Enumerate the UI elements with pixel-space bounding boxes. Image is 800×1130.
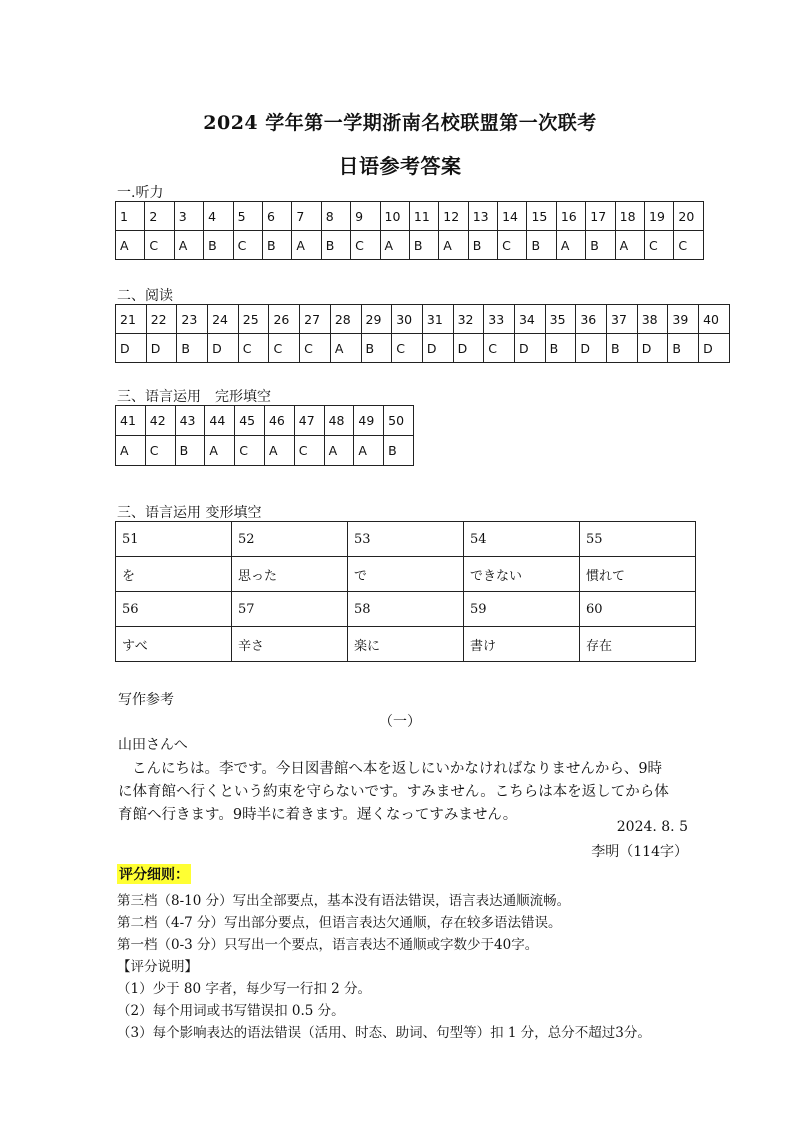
table-cell: B	[545, 334, 576, 363]
scoring-note: （3）每个影响表达的语法错误（活用、时态、助词、句型等）扣 1 分，总分不超过3分。	[117, 1025, 651, 1041]
table-cell: 54	[464, 522, 580, 557]
table-cell: C	[238, 334, 269, 363]
table-cell: A	[380, 231, 409, 260]
table-cell: C	[645, 231, 674, 260]
table-row	[116, 557, 696, 592]
table-cell: 9	[351, 202, 380, 231]
table-cell: 13	[468, 202, 497, 231]
table-cell: 2	[145, 202, 174, 231]
table-cell: 慣れて	[580, 557, 696, 592]
table-cell: 43	[175, 406, 205, 436]
table-cell: 51	[116, 522, 232, 557]
table-cell: 28	[330, 305, 361, 334]
table-cell: C	[498, 231, 527, 260]
table-cell: 30	[392, 305, 423, 334]
table-cell: B	[527, 231, 556, 260]
scoring-note: （1）少于 80 字者，每少写一行扣 2 分。	[117, 981, 372, 997]
table-cell: C	[233, 231, 262, 260]
table-cell: 3	[174, 202, 203, 231]
table-cell: A	[174, 231, 203, 260]
table-cell: D	[699, 334, 730, 363]
table-cell: 35	[545, 305, 576, 334]
table-cell: B	[175, 436, 205, 466]
table-cell: 46	[264, 406, 294, 436]
table-cell: 1	[116, 202, 145, 231]
cloze-answer-table	[115, 405, 414, 466]
table-cell: C	[392, 334, 423, 363]
letter-line: 育館へ行きます。9時半に着きます。遅くなってすみません。	[118, 807, 518, 823]
table-cell: C	[674, 231, 703, 260]
table-cell: A	[615, 231, 644, 260]
table-cell: 41	[116, 406, 146, 436]
table-cell: 10	[380, 202, 409, 231]
table-cell: A	[556, 231, 585, 260]
table-cell: 53	[348, 522, 464, 557]
table-cell: B	[607, 334, 638, 363]
table-cell: D	[116, 334, 147, 363]
table-cell: 60	[580, 592, 696, 627]
table-cell: 21	[116, 305, 147, 334]
writing-reference-label: 写作参考	[118, 692, 174, 708]
table-cell: 45	[235, 406, 265, 436]
table-cell: 20	[674, 202, 703, 231]
table-cell: 25	[238, 305, 269, 334]
table-cell: を	[116, 557, 232, 592]
writing-sub-label: （一）	[379, 714, 421, 730]
table-row	[116, 522, 696, 557]
table-cell: 4	[204, 202, 233, 231]
table-cell: 49	[354, 406, 384, 436]
table-cell: 24	[208, 305, 239, 334]
table-cell: できない	[464, 557, 580, 592]
table-cell: 34	[514, 305, 545, 334]
table-cell: 8	[321, 202, 350, 231]
table-cell: C	[269, 334, 300, 363]
transform-section-label: 三、语言运用 变形填空	[117, 505, 262, 521]
scoring-rule: 第一档（0-3 分）只写出一个要点，语言表达不通顺或字数少于40字。	[117, 937, 539, 953]
table-cell: A	[116, 231, 145, 260]
answer-key-title: 日语参考答案	[338, 154, 462, 178]
table-cell: 56	[116, 592, 232, 627]
table-cell: B	[177, 334, 208, 363]
table-cell: A	[205, 436, 235, 466]
reading-section-label: 二、阅读	[117, 288, 173, 304]
table-cell: B	[586, 231, 615, 260]
table-row	[116, 592, 696, 627]
table-cell: A	[264, 436, 294, 466]
table-row	[116, 334, 730, 363]
letter-recipient: 山田さんへ	[118, 737, 188, 753]
table-cell: 19	[645, 202, 674, 231]
table-cell: 39	[668, 305, 699, 334]
table-cell: 22	[146, 305, 177, 334]
table-cell: 29	[361, 305, 392, 334]
table-cell: 59	[464, 592, 580, 627]
table-cell: 38	[637, 305, 668, 334]
table-cell: 58	[348, 592, 464, 627]
table-row	[116, 627, 696, 662]
table-cell: 12	[439, 202, 468, 231]
table-cell: C	[145, 436, 175, 466]
cloze-section-label: 三、语言运用 完形填空	[117, 389, 271, 405]
table-cell: A	[116, 436, 146, 466]
table-cell: C	[294, 436, 324, 466]
letter-line: に体育館へ行くという約束を守らないです。すみません。こちらは本を返してから体	[118, 784, 669, 800]
table-cell: A	[439, 231, 468, 260]
table-cell: 5	[233, 202, 262, 231]
table-row	[116, 202, 704, 231]
table-cell: 楽に	[348, 627, 464, 662]
table-row	[116, 436, 414, 466]
table-cell: A	[354, 436, 384, 466]
table-cell: 40	[699, 305, 730, 334]
scoring-notes-heading: 【评分说明】	[117, 959, 198, 975]
table-cell: 14	[498, 202, 527, 231]
table-cell: 17	[586, 202, 615, 231]
table-cell: A	[292, 231, 321, 260]
letter-line: こんにちは。李です。今日図書館へ本を返しにいかなければなりませんから、9時	[132, 761, 663, 777]
exam-title: 2024 学年第一学期浙南名校联盟第一次联考	[203, 112, 597, 134]
listening-section-label: 一.听力	[117, 185, 164, 201]
table-cell: D	[637, 334, 668, 363]
table-cell: B	[321, 231, 350, 260]
table-cell: C	[235, 436, 265, 466]
table-cell: B	[384, 436, 414, 466]
table-cell: B	[468, 231, 497, 260]
table-cell: 32	[453, 305, 484, 334]
table-cell: 書け	[464, 627, 580, 662]
table-row	[116, 305, 730, 334]
transform-answer-table	[115, 521, 696, 662]
scoring-rule: 第二档（4-7 分）写出部分要点，但语言表达欠通顺，存在较多语法错误。	[117, 915, 562, 931]
table-cell: 42	[145, 406, 175, 436]
table-cell: C	[351, 231, 380, 260]
table-cell: D	[576, 334, 607, 363]
table-cell: 16	[556, 202, 585, 231]
table-cell: B	[409, 231, 438, 260]
listening-answer-table	[115, 201, 704, 260]
table-cell: D	[514, 334, 545, 363]
table-cell: 55	[580, 522, 696, 557]
table-cell: 37	[607, 305, 638, 334]
table-cell: 6	[262, 202, 291, 231]
scoring-rule: 第三档（8-10 分）写出全部要点，基本没有语法错误，语言表达通顺流畅。	[117, 893, 571, 909]
table-cell: 31	[422, 305, 453, 334]
table-cell: 33	[484, 305, 515, 334]
letter-signer: 李明（114字）	[591, 844, 688, 860]
scoring-rules-heading: 评分细则：	[117, 864, 191, 884]
table-row	[116, 406, 414, 436]
table-cell: 23	[177, 305, 208, 334]
letter-date: 2024. 8. 5	[616, 819, 688, 835]
table-cell: 52	[232, 522, 348, 557]
table-cell: 57	[232, 592, 348, 627]
table-cell: 7	[292, 202, 321, 231]
table-cell: C	[145, 231, 174, 260]
table-cell: すべ	[116, 627, 232, 662]
table-cell: A	[324, 436, 354, 466]
table-cell: B	[262, 231, 291, 260]
table-cell: C	[300, 334, 331, 363]
table-cell: 思った	[232, 557, 348, 592]
table-cell: 47	[294, 406, 324, 436]
table-cell: D	[453, 334, 484, 363]
table-cell: B	[204, 231, 233, 260]
table-cell: 50	[384, 406, 414, 436]
table-cell: 26	[269, 305, 300, 334]
scoring-note: （2）每个用词或书写错误扣 0.5 分。	[117, 1003, 345, 1019]
table-cell: B	[668, 334, 699, 363]
table-cell: D	[422, 334, 453, 363]
table-cell: 36	[576, 305, 607, 334]
table-cell: 辛さ	[232, 627, 348, 662]
reading-answer-table	[115, 304, 730, 363]
table-cell: A	[330, 334, 361, 363]
table-cell: D	[146, 334, 177, 363]
table-cell: D	[208, 334, 239, 363]
table-cell: 11	[409, 202, 438, 231]
table-cell: C	[484, 334, 515, 363]
table-cell: 18	[615, 202, 644, 231]
table-cell: 48	[324, 406, 354, 436]
table-cell: 15	[527, 202, 556, 231]
table-cell: B	[361, 334, 392, 363]
table-cell: 27	[300, 305, 331, 334]
table-row	[116, 231, 704, 260]
table-cell: 存在	[580, 627, 696, 662]
table-cell: 44	[205, 406, 235, 436]
table-cell: で	[348, 557, 464, 592]
